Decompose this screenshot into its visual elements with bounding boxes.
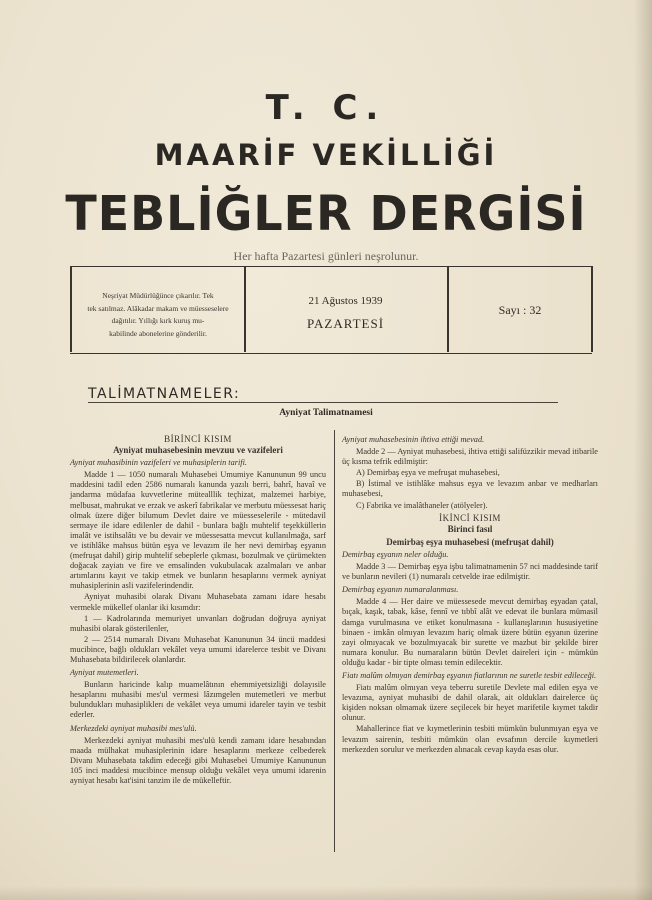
publisher-note: [78, 290, 238, 340]
issue-number: Sayı : 32: [498, 303, 542, 317]
masthead-title: TEBLİĞLER DERGİSİ: [65, 184, 587, 242]
paragraph: Madde 3 — Demirbaş eşya işbu talimatnamenin 57 nci maddesinde tarif ve bunların nevileri (1) numaralı cetvelde irae edilmiştir.: [342, 562, 598, 582]
issue-date: 21 Ağustos 1939: [308, 295, 383, 307]
paragraph: Bunların haricinde kalıp muamelâtının ehemmiyetsizliği dolayısile hesaplarını muhasibi mes'ul vermesi lâzımgelen mutemetleri ve merbut bulundukları muhasipliklerı de vekâlet veya umumi idareler tayin ve tesbit ederler.: [70, 680, 326, 720]
article-caption: Fiatı malûm olmıyan demirbaş eşyanın fiatlarının ne suretle tesbit edileceği.: [342, 670, 597, 680]
publisher-note-line: Neşriyat Müdürlüğünce çıkarılır. Tek: [102, 291, 214, 300]
issue-day: PAZARTESİ: [306, 316, 385, 331]
paragraph: A) Demirbaş eşya ve mefruşat muhasebesi,: [356, 468, 500, 478]
part-heading: BİRİNCİ KISIM: [164, 434, 232, 444]
publisher-note-line: tek satılmaz. Alâkadar makam ve müesseselere dağıtılır. Yıllığı kırk kuruş mu-: [87, 303, 229, 325]
paragraph: C) Fabrika ve imalâthaneler (atölyeler).: [356, 500, 488, 510]
info-box-divider-2: [447, 266, 449, 352]
paragraph: B) İstimal ve istihlâke mahsus eşya ve levazım anbar ve medharları muhasebesi,: [342, 479, 598, 499]
publisher-note-line: kabilinde abonelerine gönderilir.: [109, 328, 207, 338]
subheading: Ayniyat muhasebesinin mevzuu ve vazifeleri: [113, 445, 283, 456]
publication-frequency: Her hafta Pazartesi günleri neşrolunur.: [233, 249, 419, 263]
subheading: Birinci fasıl: [447, 523, 493, 534]
page-edge-shadow: [634, 0, 652, 900]
paragraph: Madde 2 — Ayniyat muhasebesi, ihtiva ettiği salifüzzikir mevad itibarile üç kısma tefrik edilmiştir:: [342, 447, 598, 467]
left-column: [70, 432, 326, 787]
right-column: [342, 432, 598, 756]
page-bottom-edge: [0, 886, 652, 900]
column-divider: [334, 430, 335, 852]
info-box-divider-1: [244, 266, 246, 352]
masthead-ministry: MAARİF VEKİLLİĞİ: [154, 138, 498, 172]
paragraph: Mahallerince fiat ve kıymetlerinin tesbiti mümkün bulunmıyan eşya ve levazım sairenin, tesbiti mümkün olan evsafının dercile kıymetleri merkezden sorulur ve merkezden alınacak cevap kayda esas olur.: [342, 724, 598, 754]
section-title: TALİMATNAMELER:: [88, 386, 241, 402]
paragraph: Madde 1 — 1050 numaralı Muhasebei Umumiye Kanununun 99 uncu maddesini tadil eden 2586 numaralı kanunda yazılı berri, bahrî, havaî ve jandarma müdafaa kuvvetlerine mütealllik teçhizat, malzemei harbiye, melbusat, mahrukat ve erzak ve askerî fabrikalar ve merbutu müessesat hariç olmak üzere diğer bilumum Devlet daire ve müesseselerile - mütedavil sermaye ile idare edilenler de dahil - bunlara bağlı muhtelif teşekküllerin imalât ve istihsalâtı ve bu devair ve müessesatta mevcut kullanılmağa, sarf ve istihlâke mahsus bütün eşya ve levazım ile her nevi demirbaş eşyanın (mefruşat dahil) girip muhtelif sebeplerle çıkması, bozulmak ve çürümekten doğacak zayiatı ve fire ve emsalinden vukubulacak azalmaları ve anbar artımlarını kayıt ve takip etmek ve bunların hesaplarını vermek ayniyat muhasiplerinin asli vazifelerindendir.: [70, 470, 326, 591]
part-heading: İKİNCİ KISIM: [439, 512, 501, 523]
article-caption: Demirbaş eşyanın neler olduğu.: [342, 549, 449, 559]
info-box-border-left: [70, 266, 72, 352]
section-rule: [88, 402, 558, 403]
subheading: Demirbaş eşya muhasebesi (mefruşat dahil): [386, 536, 554, 547]
article-caption: Ayniyat muhasibinin vazifeleri ve muhasiplerin tarifi.: [70, 458, 247, 468]
paragraph: 2 — 2514 numaralı Divanı Muhasebat Kanununun 34 üncü maddesi mucibince, bağlı oldukları vekâlet veya umumi idarelerce tesbit ve Divanı Muhasebata bildirilecek olanlardır.: [70, 634, 326, 664]
article-caption: Ayniyat muhasebesinin ihtiva ettiği mevad.: [342, 435, 485, 444]
article-caption: Ayniyat mutemetleri.: [70, 668, 139, 678]
paragraph: 1 — Kadrolarında memuriyet unvanları doğrudan doğruya ayniyat muhasibi olarak gösterilenler,: [70, 613, 326, 633]
paragraph: Merkezdeki ayniyat muhasibi mes'ulü kendi zamanı idare hesabından maada mülhakat muhasiplerinin idare hesaplarını merkeze celbederek Divanı Muhasebata takdim edeceği gibi Muhasebei Umumiye Kanununun 105 inci maddesi mucibince mensup olduğu vekâlet veya umumi idarenin ayniyat hesabı kat'isini tanzim ile de mükelleftir.: [70, 735, 326, 785]
article-caption: Demirbaş eşyanın numaralanması.: [342, 585, 459, 595]
paragraph: Fiatı malûm olmıyan veya teberru suretile Devlete mal edilen eşya ve levazıma, ayniyat muhasibi de dahil olarak, ait oldukları dairelerce üç kişiden noksan olmamak üzere seçilecek bir heyet marifetile kıymet takdir olunur.: [342, 683, 598, 723]
masthead-tc: T. C.: [265, 88, 387, 128]
paragraph: Ayniyat muhasibi olarak Divanı Muhasebata zamanı idare hesabı vermekle mükellef olanlar iki kısımdır:: [70, 592, 326, 612]
regulation-title: Ayniyat Talimatnamesi: [279, 408, 373, 418]
article-caption: Merkezdeki ayniyat muhasibi mes'ulü.: [70, 723, 197, 733]
info-box-border-right: [591, 266, 593, 352]
paragraph: Madde 4 — Her daire ve müessesede mevcut demirbaş eşyadan çatal, bıçak, kaşık, tabak, kâse, fennî ve tıbbî alât ve edevat ile bunlara mümasil damga vurulmasına ve etiket konulmasına - kullanışlarının hususiyetine binaen - imkân olmıyan levazım hariç olmak üzere bütün eşyanın üzerine zayi olmıyacak ve bozulmıyacak bir surette ve mazbut bir şekilde birer numara konulur. Bu numaraların bütün Devlet daireleri için - mümkün olduğu kadar - bir tipte olması temin edilecektir.: [342, 597, 598, 667]
